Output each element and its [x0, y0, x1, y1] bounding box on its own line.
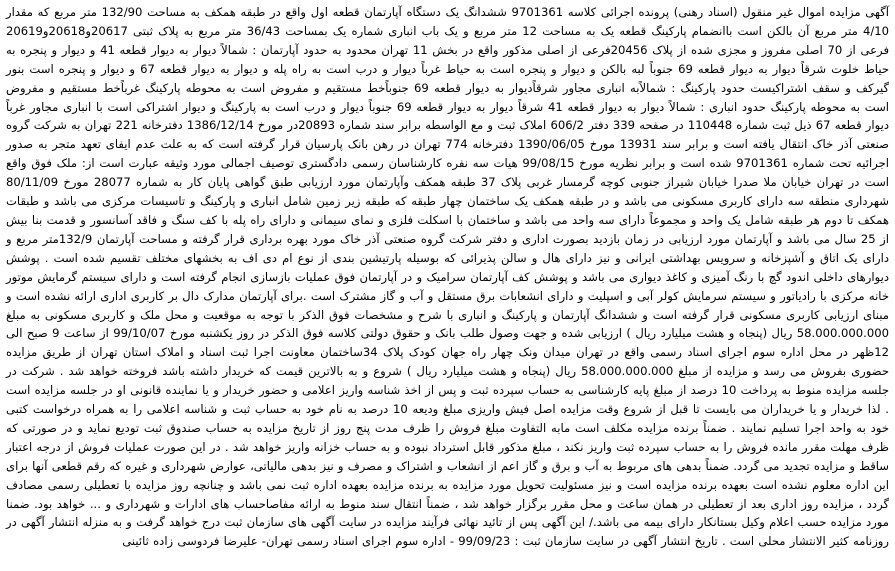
auction-notice-text: آگهی مزایده اموال غیر منقول (اسناد رهنی) پرونده اجرائی کلاسه 9701361 ششدانگ یک دستگاه آپارتمان قطعه اول واقع در طبقه همکف به مساحت 132/90 متر مربع که مقدار 4/10 متر مربع آن بالکن است باانضمام پارکینگ قطعه یک به مساحت 12 متر مربع و یک باب انباری شماره یک بمساحت 36/43 متر مربع به پلاک ثبتی 20617و20618و20619 فرعی از 70 اصلی مفروز و مجزی شده از پلاک 20456فرعی از اصلی مذکور واقع در بخش 11 تهران محدود به حدود آپارتمان : شمالاً دیوار به دیوار قطعه 41 و دیوار و پنجره به حیاط خلوت شرقاً دیوار به دیوار قطعه 69 جنوباً لبه بالکن و دیوار و پنجره است به حیاط غرباً دیوار و درب است به راه پله و دیوار به دیوار قطعه 67 و دیوار و پنجره است بنور گیرکف و سقف اشتراکیست حدود پارکینگ : شمالاًبه انباری مجاور شرقاًدیوار به دیوار قطعه 69 جنوباًخط مستقیم و مفروض است به محوطه پارکینگ غرباًخط مستقیم و مفروض است به محوطه پارکینگ حدود انباری : شمالاً دیوار به دیوار قطعه 41 شرقاً دیوار به دیوار قطعه 69 جنوباً دیوار و درب است به پارکینگ و دیوار اشتراکی است با انباری مجاور غرباً دیوار قطعه 67 ذیل ثبت شماره 110448 در صفحه 339 دفتر 606/2 املاک ثبت و مع الواسطه برابر سند شماره 20893در مورخ 1386/12/14 دفترخانه 221 تهران به شرکت گروه صنعتی آذر خاک انتقال یافته است و برابر سند 13931 مورخ 1390/06/05 دفترخانه 774 تهران در رهن بانک پارسیان قرار گرفته است که به علت عدم ایفای تعهد متجر به صدور اجرائیه تحت شماره 9701361 شده است و برابر نظریه مورخ 99/08/15 هیات سه نفره کارشناسان رسمی دادگستری توصیف اجمالی مورد وثیقه عبارت است از: ملک فوق واقع است در تهران خیابان ملا صدرا خیابان شیراز جنوبی کوچه گرمسار غربی پلاک 37 طبقه همکف وآپارتمان مورد ارزیابی طبق گواهی پایان کار به شماره 28077 مورخ 80/11/09 شهرداری منطقه سه دارای کاربری مسکونی می باشد و در طبقه همکف یک ساختمان چهار طبقه که طبقه زیر زمین شامل انباری و پارکینگ و تاسیسات مرکزی می باشد و طبقات همکف تا دوم هر طبقه شامل یک واحد و مجموعاً دارای سه واحد می باشد و ساختمان با اسکلت فلزی و نمای سیمانی و دارای راه پله با کف سنگ و فاقد آسانسور و قدمت بنا بیش از 25 سال می باشد و آپارتمان مورد ارزیابی در زمان بازدید بصورت اداری و دفتر شرکت گروه صنعتی آذر خاک مورد بهره برداری قرار گرفته و مساحت آپارتمان 132/9متر مربع و دارای یک اتاق و آشپزخانه و سرویس بهداشتی ایرانی و نیز دارای هال و سالن پذیرائی که بوسیله پارتیشین بندی از نوع ام دی اف به بخشهای مختلف تقسیم شده است . پوشش دیوارهای داخلی اندود گچ با رنگ آمیزی و کاغذ دیواری می باشد و پوشش کف آپارتمان سرامیک و در آپارتمان فوق عملیات بازسازی انجام گرفته است و دارای سیستم گرمایش موتور خانه مرکزی با رادیاتور و سیستم سرمایش کولر آبی و اسپلیت و دارای انشعابات برق مستقل و آب و گاز مشترک است .برای آپارتمان مدارک دال بر کاربری اداری ارائه نشده است و مبنای ارزیابی کاربری مسکونی قرار گرفته است و ششدانگ آپارتمان و پارکینگ و انباری با شرح و مشخصات فوق الذکر با توجه به موقعیت و محل ملک و کاربری مسکونی به مبلغ 58.000.000.000 ریال (پنجاه و هشت میلیارد ریال ) ارزیابی شده و جهت وصول طلب بانک و حقوق دولتی کلاسه فوق الذکر در روز یکشنبه مورخ 99/10/07 از ساعت 9 صبح الی 12ظهر در محل اداره سوم اجرای اسناد رسمی واقع در تهران میدان ونک چهار راه جهان کودک پلاک 34ساختمان معاونت اجرا ثبت اسناد و املاک استان تهران از طریق مزایده حضوری بفروش می رسد و مزایده از مبلغ 58.000.000.000 ریال (پنجاه و هشت میلیارد ریال ) شروع و به بالاترین قیمت که خریدار داشته باشد فروخته خواهد شد . شرکت در جلسه مزایده منوط به پرداخت 10 درصد از مبلغ پایه کارشناسی به حساب سپرده ثبت و پس از اخذ شناسه واریز اعلامی و حضور خریدار و یا نماینده قانونی او در جلسه مزایده است . لذا خریدار و یا خریداران می بایست تا قبل از شروع وقت مزایده اصل فیش واریزی مبلغ ودیعه 10 درصد به نام خود به حساب ثبت و شناسه اعلامی را به همراه درخواست کتبی خود به واحد اجرا تسلیم نمایند . ضمناً برنده مزایده مکلف است مابه التفاوت مبلغ فروش را ظرف مدت پنج روز از تاریخ مزایده به حساب صندوق ثبت تودیع نماید و در صورتی که ظرف مهلت مقرر مانده فروش را به حساب سپرده ثبت واریز نکند ، مبلغ مذکور قابل استرداد نبوده و به حساب خزانه واریز خواهد شد . در این صورت عملیات فروش از درجه اعتبار ساقط و مزایده تجدید می گردد. ضمناً بدهی های مربوط به آب و برق و گاز اعم از انشعاب و اشتراک و مصرف و نیز بدهی مالیاتی، عوارض شهرداری و غیره که رقم قطعی آنها برای این اداره معلوم نشده است بعهده برنده مزایده است و نیز مسئولیت تحویل مورد مزایده به برنده مزایده بعهده اداره ثبت نمی باشد و چنانچه روز مزایده با تعطیلی رسمی مصادف گردد ، مزایده روز اداری بعد از تعطیلی در همان ساعت و محل مقرر برگزار خواهد شد ، ضمناً انتقال سند منوط به ارائه مفاصاحساب های ادارات و شهرداری و ... خواهد بود. ضمنا مورد مزایده حسب اعلام وکیل بستانکار دارای بیمه می باشد./ این آگهی پس از تائید نهائی فرآیند مزایده در سایت آگهی های سازمان ثبت درج خواهد گرفت و به منزله انتشار آگهی در روزنامه کثیر الانتشار محلی است . تاریخ انتشار آگهی در سایت سازمان ثبت : 99/09/23 - اداره سوم اجرای اسناد رسمی تهران- علیرضا فردوسی زاده ثائینی — [6, 5, 890, 549]
